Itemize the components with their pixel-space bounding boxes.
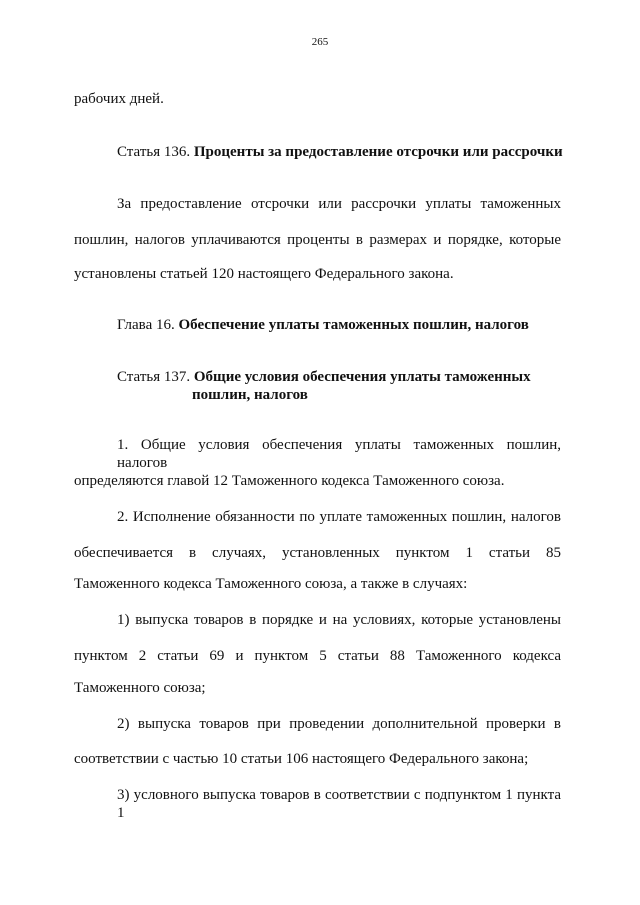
article-137-title-line-1: Общие условия обеспечения уплаты таможенных — [193, 369, 531, 385]
article-137-label: Статья 137. — [117, 369, 194, 385]
chapter-16-label: Глава 16. — [117, 317, 179, 333]
article-137-heading — [117, 368, 531, 386]
article-137-title-line-2: пошлин, налогов — [192, 387, 308, 403]
article-136-line-2: пошлин, налогов уплачиваются проценты в размерах и порядке, которые — [74, 232, 561, 248]
article-137-item-3-line-1: 3) условного выпуска товаров в соответствии с подпунктом 1 пункта 1 — [117, 787, 561, 821]
article-137-p2-line-2: обеспечивается в случаях, установленных пунктом 1 статьи 85 — [74, 545, 561, 561]
article-137-item-2-line-1: 2) выпуска товаров при проведении дополнительной проверки в — [117, 716, 561, 732]
chapter-16-title: Обеспечение уплаты таможенных пошлин, налогов — [178, 317, 529, 333]
chapter-16-heading — [117, 316, 529, 334]
page-number: 265 — [311, 36, 329, 48]
article-137-p2-line-3: Таможенного кодекса Таможенного союза, а также в случаях: — [74, 576, 468, 592]
article-137-item-1-line-1: 1) выпуска товаров в порядке и на условиях, которые установлены — [117, 612, 561, 628]
article-137-item-2-line-2: соответствии с частью 10 статьи 106 настоящего Федерального закона; — [74, 751, 529, 767]
article-136-label: Статья 136. — [117, 144, 194, 160]
article-137-item-1-line-2: пунктом 2 статьи 69 и пунктом 5 статьи 88 Таможенного кодекса — [74, 648, 561, 664]
article-136-heading — [117, 143, 563, 161]
article-137-item-1-line-3: Таможенного союза; — [74, 680, 206, 696]
continuation-text: рабочих дней. — [74, 91, 164, 107]
article-136-line-1: За предоставление отсрочки или рассрочки уплаты таможенных — [117, 196, 561, 212]
article-136-line-3: установлены статьей 120 настоящего Федерального закона. — [74, 266, 454, 282]
article-136-title: Проценты за предоставление отсрочки или рассрочки — [193, 144, 563, 160]
article-137-p1-line-2: определяются главой 12 Таможенного кодекса Таможенного союза. — [74, 473, 505, 489]
article-137-p1-line-1: 1. Общие условия обеспечения уплаты таможенных пошлин, налогов — [117, 437, 561, 471]
article-137-p2-line-1: 2. Исполнение обязанности по уплате таможенных пошлин, налогов — [117, 509, 561, 525]
